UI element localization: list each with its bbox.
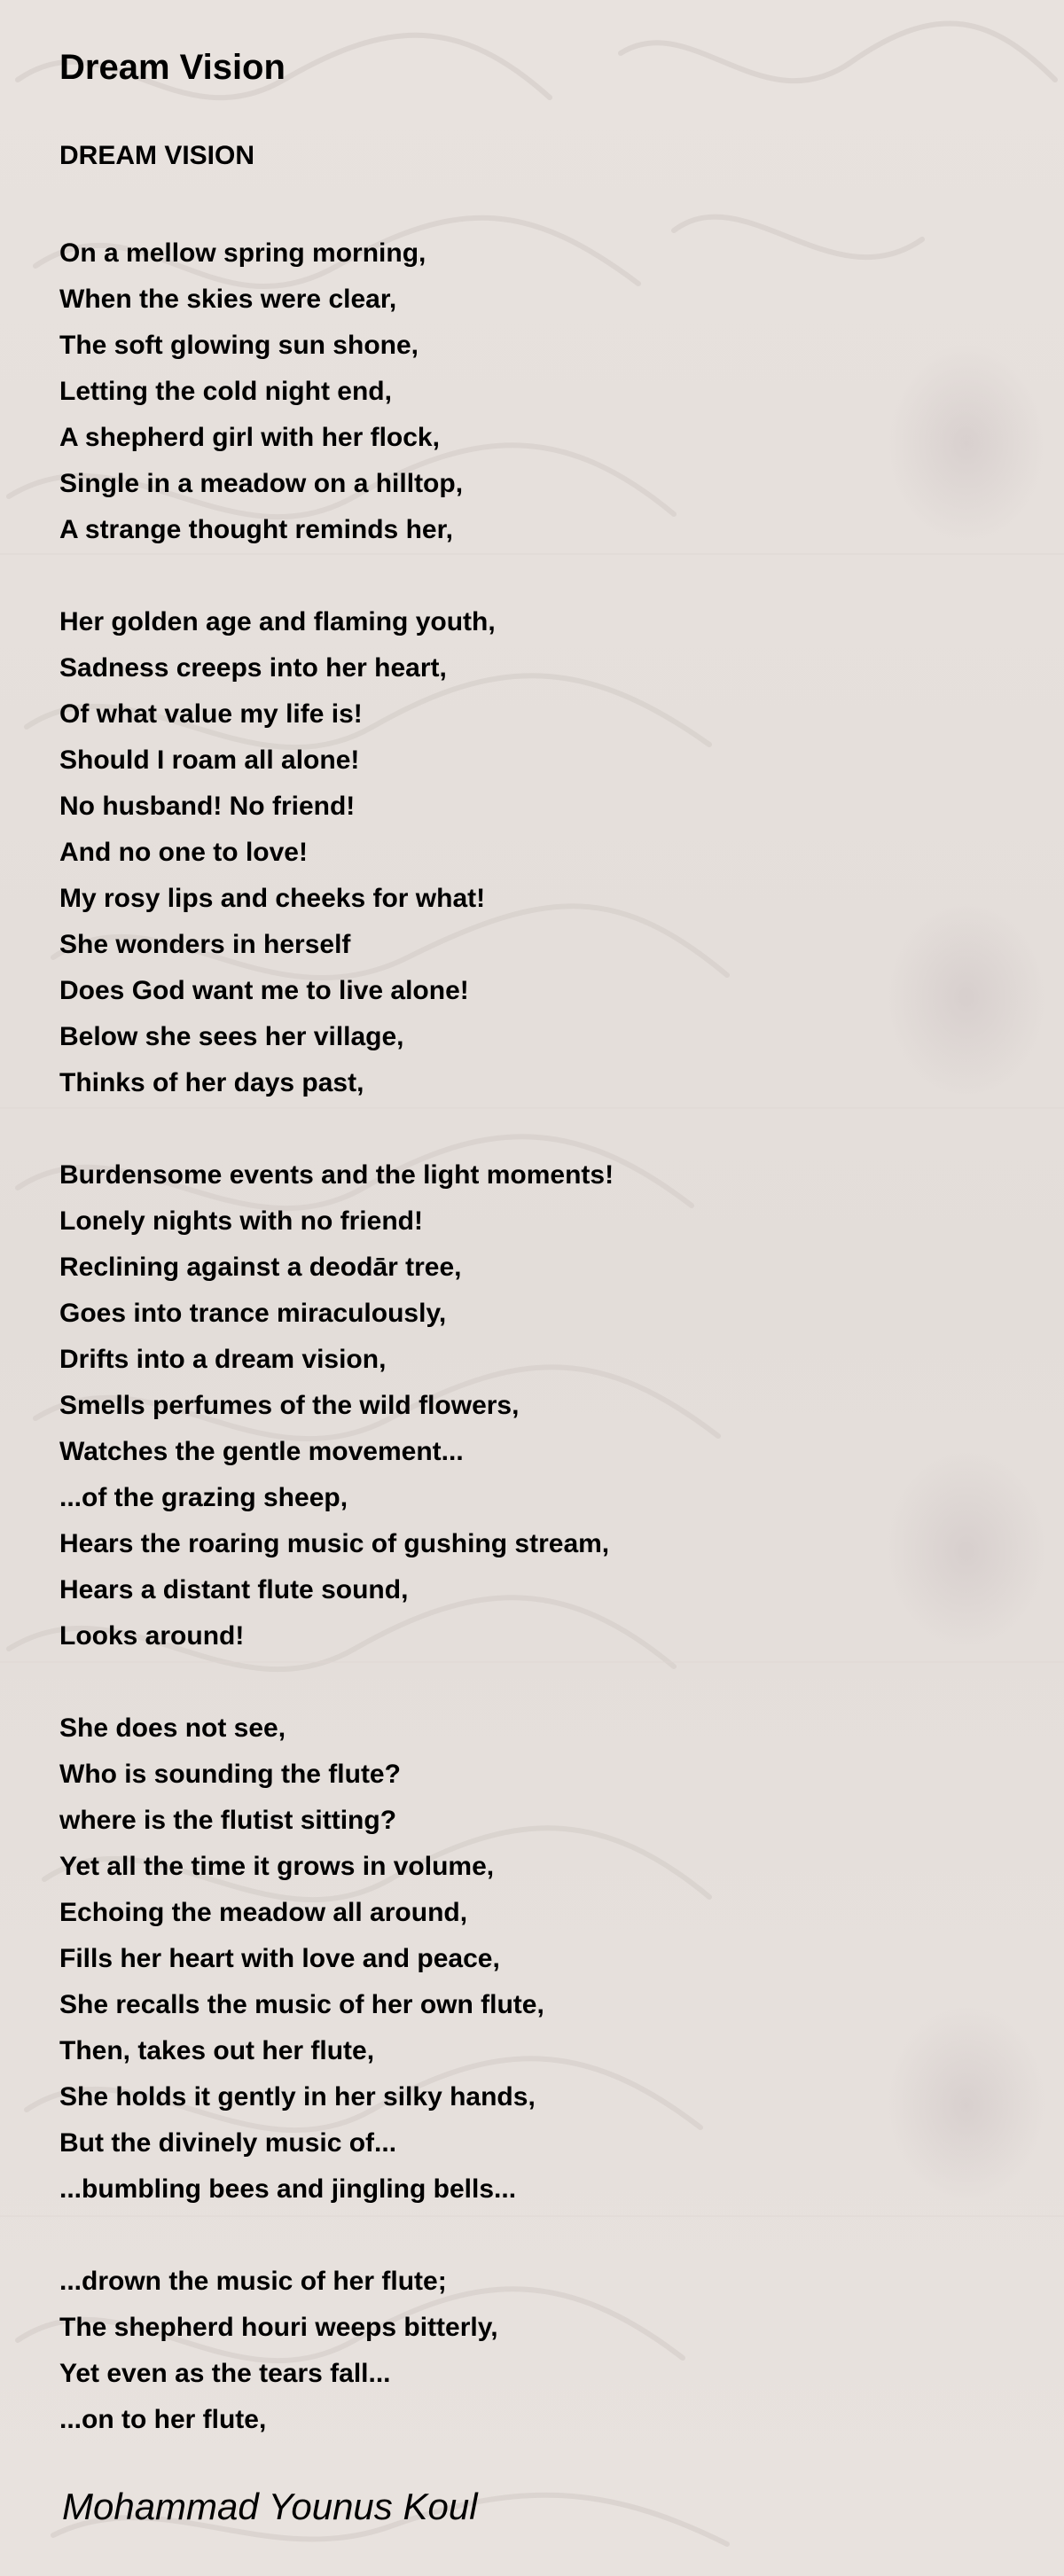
poem-line: Yet even as the tears fall...: [59, 2359, 391, 2388]
poem-line: And no one to love!: [59, 838, 308, 867]
stanza-4: [59, 1706, 614, 2213]
page-title: Dream Vision: [59, 48, 286, 87]
poem-line: Echoing the meadow all around,: [59, 1898, 468, 1927]
poem-line: She holds it gently in her silky hands,: [59, 2082, 536, 2112]
poem-line: Burdensome events and the light moments!: [59, 1160, 614, 1190]
poem-line: Then, takes out her flute,: [59, 2036, 375, 2065]
poem-line: ...bumbling bees and jingling bells...: [59, 2174, 517, 2204]
poem-line: She does not see,: [59, 1713, 286, 1743]
poem-line: Below she sees her village,: [59, 1022, 404, 1051]
poem-line: Reclining against a deodār tree,: [59, 1253, 462, 1282]
poem-line: On a mellow spring morning,: [59, 238, 426, 268]
poem-body: [59, 230, 614, 2489]
poem-line: Thinks of her days past,: [59, 1068, 364, 1097]
poem-line: Watches the gentle movement...: [59, 1437, 464, 1466]
poem-line: Single in a meadow on a hilltop,: [59, 469, 464, 498]
poem-line: But the divinely music of...: [59, 2128, 397, 2158]
poem-line: Sadness creeps into her heart,: [59, 653, 447, 683]
stanza-1: [59, 230, 614, 553]
poem-line: Looks around!: [59, 1621, 245, 1651]
poem-line: Her golden age and flaming youth,: [59, 607, 496, 636]
poem-line: Goes into trance miraculously,: [59, 1299, 447, 1328]
poem-line: Hears a distant flute sound,: [59, 1575, 409, 1604]
stanza-2: [59, 599, 614, 1106]
poem-line: Letting the cold night end,: [59, 377, 392, 406]
poem-line: Hears the roaring music of gushing stream,: [59, 1529, 610, 1558]
poem-line: Smells perfumes of the wild flowers,: [59, 1391, 520, 1420]
poem-line: ...of the grazing sheep,: [59, 1483, 348, 1512]
poem-line: ...on to her flute,: [59, 2405, 267, 2434]
poem-heading: DREAM VISION: [59, 141, 255, 170]
poem-line: ...drown the music of her flute;: [59, 2267, 447, 2296]
poem-line: A strange thought reminds her,: [59, 515, 453, 544]
poem-line: A shepherd girl with her flock,: [59, 423, 440, 452]
poem-line: Lonely nights with no friend!: [59, 1206, 423, 1236]
poem-line: She wonders in herself: [59, 930, 351, 959]
poem-line: Drifts into a dream vision,: [59, 1345, 387, 1374]
stanza-3: [59, 1152, 614, 1659]
poem-line: When the skies were clear,: [59, 285, 397, 314]
poem-line: where is the flutist sitting?: [59, 1806, 397, 1835]
author-signature: Mohammad Younus Koul: [62, 2486, 478, 2527]
poem-line: No husband! No friend!: [59, 792, 356, 821]
poem-line: Fills her heart with love and peace,: [59, 1944, 500, 1973]
poem-line: Yet all the time it grows in volume,: [59, 1852, 495, 1881]
poem-line: My rosy lips and cheeks for what!: [59, 884, 486, 913]
poem-line: Does God want me to live alone!: [59, 976, 469, 1005]
poem-line: Should I roam all alone!: [59, 745, 360, 775]
poem-line: The shepherd houri weeps bitterly,: [59, 2313, 498, 2342]
poem-line: Of what value my life is!: [59, 699, 363, 729]
poem-line: The soft glowing sun shone,: [59, 331, 419, 360]
poem-line: Who is sounding the flute?: [59, 1760, 401, 1789]
poem-line: She recalls the music of her own flute,: [59, 1990, 544, 2019]
stanza-5: [59, 2259, 614, 2443]
